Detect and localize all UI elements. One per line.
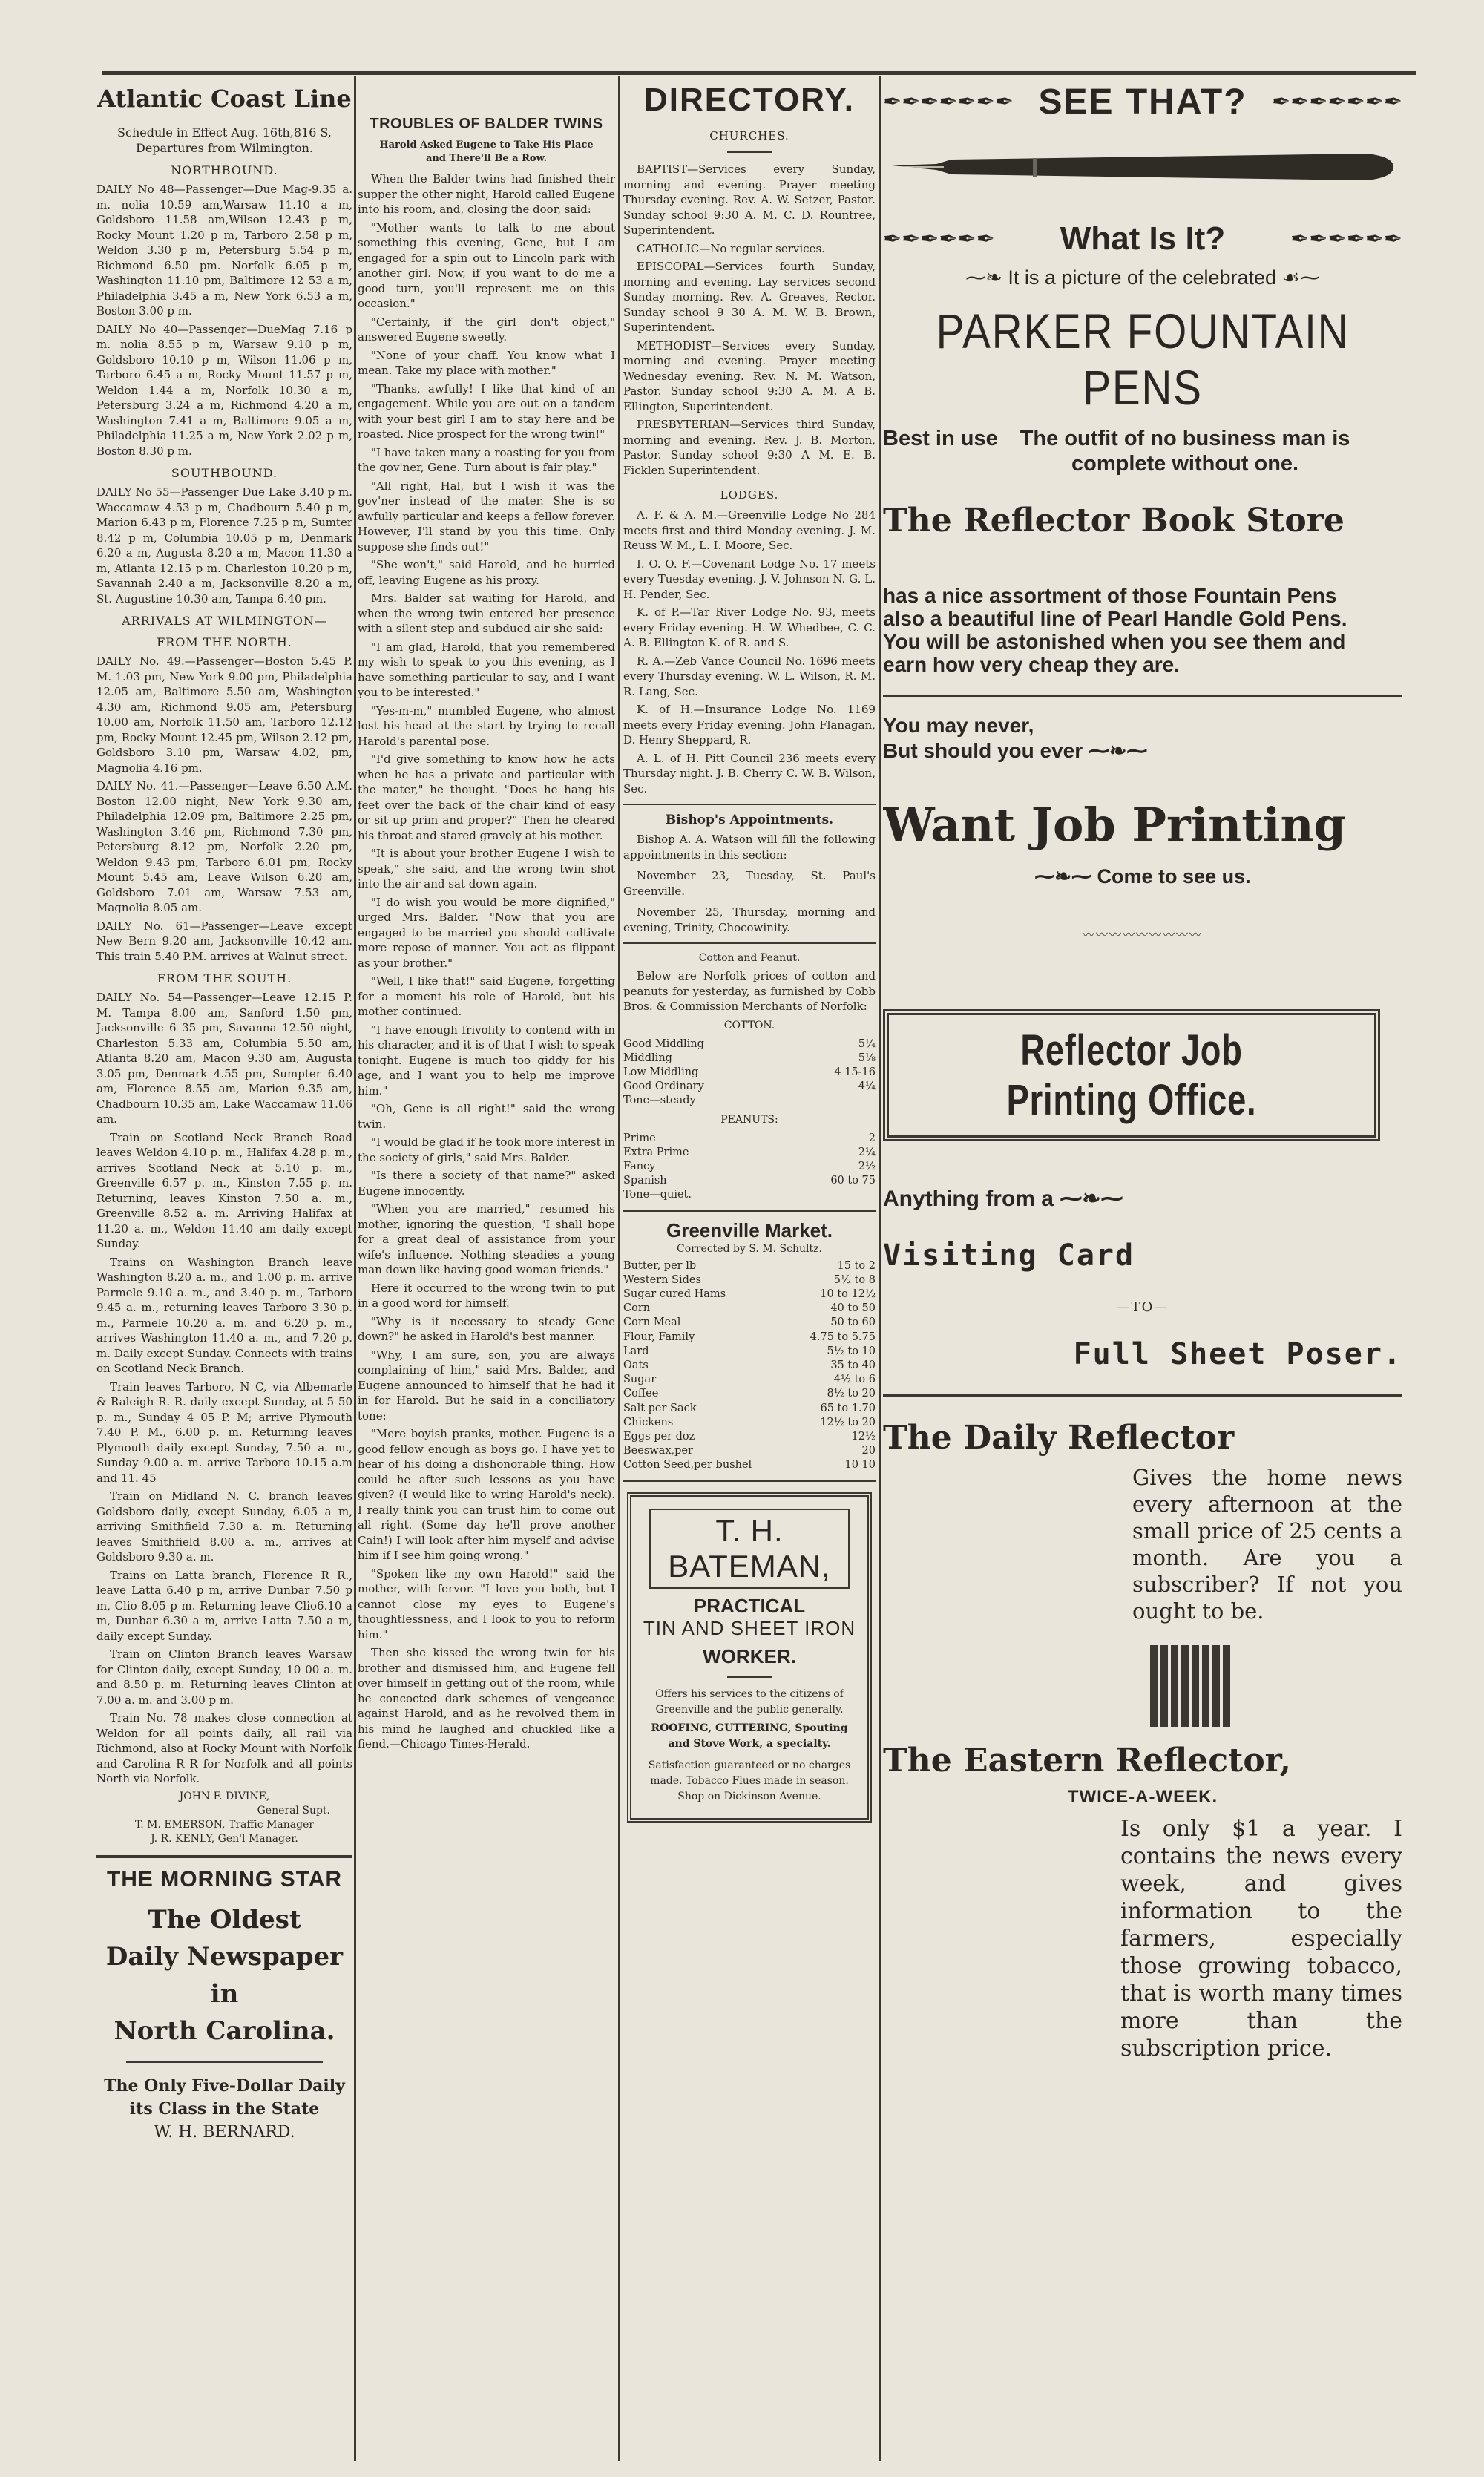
train-entry: DAILY No. 41.—Passenger—Leave 6.50 A.M. Boston 12.00 night, New York 9.30 am, Philadelphia 12.09 pm, Baltimore 2.25 pm, Washington 3.46 pm, Richmond 7.30 pm, Petersburg 8.12 pm, Norfolk 2.20 pm, Weldon 9.43 pm, Tarboro 6.01 pm, Rocky Mount 5.45 am, Leave Wilson 6.20 am, Goldsboro 7.01 am, Warsaw 7.53 am, Magnolia 8.05 am. xyxy=(96,779,352,914)
bishop-title: Bishop's Appointments. xyxy=(665,813,834,827)
peanuts-label: PEANUTS: xyxy=(720,1113,778,1126)
outfit-line-1: The outfit of no business man is xyxy=(1020,427,1350,450)
story-paragraph: "None of your chaff. You know what I mean. Take my place with mother." xyxy=(358,348,615,377)
price-item: Cotton Seed,per bushel xyxy=(623,1459,752,1472)
morning-star-publisher: W. H. BERNARD. xyxy=(154,2122,295,2142)
bishop-entry: November 25, Thursday, morning and evening, Trinity, Chocowinity. xyxy=(623,905,876,934)
price-item: Salt per Sack xyxy=(623,1402,697,1414)
divider xyxy=(623,804,876,805)
peanut-table xyxy=(623,1132,876,1203)
price-row xyxy=(623,1066,876,1080)
assortment-line: You will be astonished when you see them and xyxy=(883,630,1346,653)
southbound-head: SOUTHBOUND. xyxy=(171,466,278,480)
come-see-line xyxy=(883,865,1402,888)
lodge-entry: K. of P.—Tar River Lodge No. 93, meets every Friday evening. H. W. Whedbee, C. C. A. B. Ellington K. of R. and S. xyxy=(623,606,876,649)
price-value: 60 to 75 xyxy=(830,1175,876,1187)
price-item: Tone—quiet. xyxy=(623,1189,692,1201)
story-paragraph: Then she kissed the wrong twin for his brother and dismissed him, and Eugene fell over himself in getting out of the room, while he concocted dark schemes of vengeance against Harold, and as he revolved them in his mind he laughed and chuckled like a fiend.—Chicago Times-Herald. xyxy=(358,1646,615,1751)
railroad-title: Atlantic Coast Line xyxy=(97,85,352,113)
printing-press-icon xyxy=(1150,1645,1402,1727)
price-row xyxy=(623,1444,876,1458)
story-paragraph: "Why, I am sure, son, you are always complaining of him," said Mrs. Balder, and Eugene announced to himself that he had it in for Harold. But he said in a conciliatory tone: xyxy=(358,1348,615,1423)
story-paragraph: "I have enough frivolity to contend with in his character, and it is of that I wish to speak tonight. Eugene is much too giddy for his age, and I want you to help me improve him." xyxy=(358,1023,615,1098)
top-rule xyxy=(102,71,1416,75)
come-see-text: Come to see us. xyxy=(1097,865,1251,888)
cotton-table xyxy=(623,1037,876,1109)
price-value: 5¼ xyxy=(858,1037,876,1050)
eastern-reflector-body: Is only $1 a year. I contains the news every week, and gives information to the farmers, especially those growing tobacco, that is worth many times more than the subscription price. xyxy=(1120,1816,1402,2061)
morning-star-line: North Carolina. xyxy=(114,2015,335,2046)
lodges-head: LODGES. xyxy=(720,488,779,502)
price-item: Spanish xyxy=(623,1175,667,1187)
price-value xyxy=(790,1094,876,1108)
to-separator: —TO— xyxy=(1116,1299,1169,1315)
ad-body: Offers his services to the citizens of Greenville and the public generally. xyxy=(655,1687,844,1716)
visiting-card-heading: Visiting Card xyxy=(883,1238,1135,1273)
branch-entry: Train on Clinton Branch leaves Warsaw for Clinton daily, except Sunday, 10 00 a. m. and 8.50 p. m. Returning leaves Clinton at 7.00 a. m. and 3.00 p m. xyxy=(96,1647,352,1707)
price-row xyxy=(623,1037,876,1052)
parker-heading: PARKER FOUNTAIN PENS xyxy=(936,304,1350,415)
job-office-banner xyxy=(883,1009,1380,1141)
cotton-intro: Below are Norfolk prices of cotton and peanuts for yesterday, as furnished by Cobb Bros. & Commission Merchants of Norfolk: xyxy=(623,969,876,1013)
price-item: Lard xyxy=(623,1345,649,1357)
signature-emerson: T. M. EMERSON, Traffic Manager xyxy=(134,1818,315,1831)
what-is-heading: What Is It? xyxy=(1060,220,1226,257)
what-is-row xyxy=(883,220,1402,257)
signatures xyxy=(96,1790,352,1846)
price-row xyxy=(623,1160,876,1174)
price-row xyxy=(623,1052,876,1066)
price-item: Corn xyxy=(623,1302,651,1315)
price-value: 5⅛ xyxy=(858,1052,876,1064)
full-sheet-heading: Full Sheet Poser. xyxy=(1073,1337,1402,1371)
price-item: Sugar cured Hams xyxy=(623,1287,726,1300)
price-value: 12½ to 20 xyxy=(820,1416,876,1428)
assortment-line: earn how very cheap they are. xyxy=(883,653,1180,676)
morning-star-line: The Only Five-Dollar Daily xyxy=(104,2076,345,2096)
price-row xyxy=(623,1416,876,1430)
daily-reflector-body: Gives the home news every afternoon at the small price of 25 cents a month. Are you a subscriber? If not you ought to be. xyxy=(1132,1465,1402,1624)
story-body xyxy=(358,171,615,1752)
price-value xyxy=(775,1188,876,1202)
fountain-pen-svg xyxy=(892,143,1396,191)
price-item: Sugar xyxy=(623,1374,657,1386)
price-item: Butter, per lb xyxy=(623,1259,697,1272)
price-row xyxy=(623,1316,876,1330)
story-paragraph: "Certainly, if the girl don't object," answered Eugene sweetly. xyxy=(358,315,615,344)
ad-line: WORKER. xyxy=(703,1644,796,1667)
price-value: 4 15-16 xyxy=(834,1066,876,1078)
flourish-icon: ⁓❧⁓ xyxy=(1083,739,1148,762)
outfit-line-2: complete without one. xyxy=(1071,452,1299,476)
ad-line: PRACTICAL xyxy=(693,1594,806,1617)
price-row xyxy=(623,1259,876,1273)
schedule-line-2: Departures from Wilmington. xyxy=(135,141,314,155)
price-item: Eggs per doz xyxy=(623,1430,695,1443)
price-value: 4¼ xyxy=(858,1080,876,1093)
price-value: 2¼ xyxy=(858,1146,876,1158)
price-row xyxy=(623,1146,876,1160)
price-value: 5½ to 8 xyxy=(833,1273,876,1286)
column-rule-1 xyxy=(354,76,356,2461)
celebrated-line xyxy=(883,266,1402,289)
divider xyxy=(623,1210,876,1212)
flourish-icon: ⁓❧⁓ xyxy=(1054,1187,1123,1211)
price-item: Western Sides xyxy=(623,1273,701,1286)
divider xyxy=(883,1394,1402,1397)
divider xyxy=(623,1480,876,1482)
anything-line xyxy=(883,1186,1402,1212)
lodge-entry: R. A.—Zeb Vance Council No. 1696 meets every Thursday evening. W. L. Wilson, R. M. R. Lang, Sec. xyxy=(623,654,876,698)
price-item: Corn Meal xyxy=(623,1316,681,1329)
story-paragraph: "I do wish you would be more dignified," urged Mrs. Balder. "Now that you are engaged to be married you should cultivate more repose of manner. You act as flippant as your brother." xyxy=(358,895,615,970)
celebrated-text: It is a picture of the celebrated xyxy=(1008,266,1277,289)
train-entry: DAILY No. 61—Passenger—Leave except New Bern 9.20 am, Jacksonville 10.42 am. This train 5.40 P.M. arrives at Walnut street. xyxy=(96,919,352,963)
see-that-heading: SEE THAT? xyxy=(1038,82,1247,122)
price-value: 12½ xyxy=(851,1430,876,1443)
morning-star-line: The Oldest xyxy=(148,1904,301,1935)
column-rule-3 xyxy=(879,76,881,2461)
price-value: 65 to 1.70 xyxy=(820,1402,876,1414)
ad-name: T. H. BATEMAN, xyxy=(649,1509,850,1589)
divider xyxy=(623,942,876,944)
market-table xyxy=(623,1259,876,1473)
price-value: 5½ to 10 xyxy=(827,1345,876,1357)
wave-divider-icon: 〰〰〰〰〰〰〰〰〰 xyxy=(1082,928,1203,942)
want-job-heading: Want Job Printing xyxy=(883,798,1346,852)
pen-row-icon: ✒✒✒✒✒✒ xyxy=(1290,226,1402,252)
job-office-heading: Reflector Job Printing Office. xyxy=(1006,1026,1257,1124)
lodge-entry: A. F. & A. M.—Greenville Lodge No 284 meets first and third Monday evening. J. M. Reuss W. M., L. I. Moore, Sec. xyxy=(623,508,876,552)
train-entry: DAILY No. 54—Passenger—Leave 12.15 P. M. Tampa 8.00 am, Sanford 1.50 pm, Jacksonville 6 35 pm, Savanna 12.50 night, Charleston 5.33 am, Columbia 5.50 am, Atlanta 8.20 am, Macon 9.30 am, Augusta 3.05 pm, Denmark 4.55 pm, Sumpter 6.40 am, Florence 8.55 am, Marion 9.35 am, Chadbourn 10.35 am, Lake Waccamaw 11.06 am. xyxy=(96,991,352,1126)
train-entry: DAILY No 48—Passenger—Due Mag-9.35 a. m. nolia 10.59 am,Warsaw 11.10 a m, Goldsboro 11.58 am,Wilson 12.43 p m, Rocky Mount 1.20 p m, Tarboro 2.58 p m, Weldon 3.30 p m, Petersburg 5.54 p m, Richmond 6.50 pm. Norfolk 6.05 p m, Washington 11.10 pm, Baltimore 12 53 a m, Philadelphia 3.45 a m, New York 6.53 a m, Boston 3.00 p m. xyxy=(96,183,352,318)
column-story xyxy=(358,82,615,1755)
bateman-ad xyxy=(627,1492,872,1823)
churches-head: CHURCHES. xyxy=(709,129,789,142)
story-title: TROUBLES OF BALDER TWINS xyxy=(370,116,603,132)
anything-text: Anything from a xyxy=(883,1187,1054,1211)
price-item: Middling xyxy=(623,1052,672,1064)
column-railroad xyxy=(96,82,352,2144)
price-row xyxy=(623,1402,876,1416)
price-item: Fancy xyxy=(623,1160,656,1172)
assortment-line: has a nice assortment of those Fountain Pens xyxy=(883,584,1337,607)
divider xyxy=(727,151,772,153)
price-row xyxy=(623,1287,876,1302)
book-store-heading: The Reflector Book Store xyxy=(883,502,1345,539)
divider xyxy=(96,1855,352,1858)
story-paragraph: "Spoken like my own Harold!" said the mother, with fervor. "I love you both, but I cannot close my eyes to Eugene's thoughtlessness, and I look to you to reform him." xyxy=(358,1566,615,1641)
pen-row-icon: ✒✒✒✒✒✒ xyxy=(883,226,995,252)
price-item: Coffee xyxy=(623,1388,659,1400)
divider xyxy=(883,695,1402,697)
from-south-head: FROM THE SOUTH. xyxy=(157,971,292,985)
eastern-reflector-heading: The Eastern Reflector, xyxy=(883,1742,1291,1779)
price-row xyxy=(623,1430,876,1444)
price-value: 40 to 50 xyxy=(830,1302,876,1315)
story-paragraph: When the Balder twins had finished their supper the other night, Harold called Eugene into his room, and, closing the door, said: xyxy=(358,172,615,216)
train-entry: DAILY No 55—Passenger Due Lake 3.40 p m. Waccamaw 4.53 p m, Chadbourn 5.40 p m, Marion 6.43 p m, Florence 7.25 p m, Sumter 8.42 p m, Columbia 10.05 p m, Denmark 6.20 a m, Augusta 8.20 a m, Macon 11.30 a m, Atlanta 12.15 p m. Charleston 10.20 p m, Savannah 2.40 a m, Jacksonville 8.20 a m, St. Augustine 10.30 am, Tampa 6.40 pm. xyxy=(96,485,352,606)
story-paragraph: "I would be glad if he took more interest in the society of girls," said Mrs. Balder. xyxy=(358,1135,615,1164)
pen-row-icon: ✒✒✒✒✒✒✒ xyxy=(883,89,1014,115)
price-item: Chickens xyxy=(623,1416,674,1428)
northbound-head: NORTHBOUND. xyxy=(171,163,278,177)
story-paragraph: "Is there a society of that name?" asked Eugene innocently. xyxy=(358,1169,615,1198)
pen-row-icon: ✒✒✒✒✒✒✒ xyxy=(1272,89,1402,115)
price-row xyxy=(623,1094,876,1108)
best-in-use: Best in use xyxy=(883,427,998,450)
price-row xyxy=(623,1331,876,1345)
church-entry: PRESBYTERIAN—Services third Sunday, morning and evening. Rev. J. B. Morton, Pastor. Sunday school 9:30 A M. E. B. Ficklen Superintendent. xyxy=(623,418,876,477)
from-north-head: FROM THE NORTH. xyxy=(157,635,292,649)
directory-title: DIRECTORY. xyxy=(643,82,856,118)
should-you-text: But should you ever xyxy=(883,739,1083,762)
story-paragraph: "I have taken many a roasting for you from the gov'ner, Gene. Turn about is fair play." xyxy=(358,445,615,474)
cotton-label: COTTON. xyxy=(723,1019,775,1031)
flourish-icon: ☙⁓ xyxy=(1276,266,1320,289)
market-subtitle: Corrected by S. M. Schultz. xyxy=(677,1242,822,1255)
price-value: 4½ to 6 xyxy=(833,1374,876,1386)
bishop-entry: Bishop A. A. Watson will fill the following appointments in this section: xyxy=(623,833,876,862)
signature-divine: JOHN F. DIVINE, xyxy=(179,1790,270,1802)
story-paragraph: "When you are married," resumed his mother, ignoring the question, "I shall hope for a great deal of assistance from your wife's influence. Nothing steadies a young man down like having good woman friends." xyxy=(358,1202,615,1276)
branch-entry: Train No. 78 makes close connection at Weldon for all points daily, all rail via Richmond, also at Rocky Mount with Norfolk and Carolina R R for Norfolk and all points North via Norfolk. xyxy=(96,1711,352,1785)
lodge-entry: K. of H.—Insurance Lodge No. 1169 meets every Friday evening. John Flanagan, D. Henry Sheppard, R. xyxy=(623,703,876,747)
outfit-text xyxy=(1020,426,1350,476)
price-value: 8½ to 20 xyxy=(827,1388,876,1400)
daily-reflector-heading: The Daily Reflector xyxy=(883,1419,1235,1457)
best-in-use-row xyxy=(883,426,1402,476)
morning-star-line: its Class in the State xyxy=(129,2099,320,2119)
flourish-icon: ⁓❧ xyxy=(965,266,1008,289)
price-value: 50 to 60 xyxy=(830,1316,876,1329)
column-ads xyxy=(883,82,1402,2062)
price-row xyxy=(623,1273,876,1287)
price-item: Flour, Family xyxy=(623,1331,695,1343)
price-value: 2½ xyxy=(858,1160,876,1172)
story-paragraph: "I'd give something to know how he acts when he has a private and particular with the mater," he thought. "Does he hang his feet over the back of the chair kind of easy or sit up prim and proper?" Then he cleared his throat and stared gravely at his mother. xyxy=(358,752,615,842)
price-row xyxy=(623,1132,876,1146)
price-item: Good Ordinary xyxy=(623,1080,704,1093)
market-title: Greenville Market. xyxy=(666,1218,833,1241)
price-value: 10 to 12½ xyxy=(820,1287,876,1300)
ad-line: TIN AND SHEET IRON xyxy=(643,1616,856,1639)
schedule-line-1: Schedule in Effect Aug. 16th,816 S, xyxy=(117,125,332,140)
signature-title: General Supt. xyxy=(257,1804,330,1817)
morning-star-title: THE MORNING STAR xyxy=(106,1866,343,1892)
morning-star-line: Daily Newspaper in xyxy=(105,1941,344,2009)
story-paragraph: "Yes-m-m," mumbled Eugene, who almost lost his head at the start by trying to recall Harold's parental pose. xyxy=(358,703,615,748)
lodge-entry: A. L. of H. Pitt Council 236 meets every Thursday night. J. B. Cherry C. W. B. Wilson, Sec. xyxy=(623,751,876,795)
price-item: Tone—steady xyxy=(623,1095,696,1107)
story-paragraph: "Well, I like that!" said Eugene, forgetting for a moment his role of Harold, but his mother continued. xyxy=(358,974,615,1018)
church-entry: CATHOLIC—No regular services. xyxy=(637,241,825,255)
story-paragraph: "All right, Hal, but I wish it was the gov'ner instead of the mater. She is so awfully particular and keeps a fellow forever. However, I'll stand by you this time. Only suppose she finds out!" xyxy=(358,479,615,554)
story-paragraph: "Mother wants to talk to me about something this evening, Gene, but I am engaged for a spin out to Lincoln park with another girl. Now, if you want to do me a good turn, you'll represent me on this occasion." xyxy=(358,220,615,310)
church-entry: METHODIST—Services every Sunday, morning and evening. Prayer meeting Wednesday evening. Rev. N. M. Watson, Pastor. Sunday school 9:30 A. M. A B. Ellington, Superintendent. xyxy=(623,338,876,413)
flourish-icon: ⁓❧⁓ xyxy=(1034,865,1097,888)
fountain-pen-icon xyxy=(892,143,1402,191)
may-never-line: You may never, xyxy=(883,714,1034,737)
ad-body: Satisfaction guaranteed or no charges made. Tobacco Flues made in season. Shop on Dickinson Avenue. xyxy=(648,1759,851,1802)
price-value: 35 to 40 xyxy=(830,1359,876,1371)
price-row xyxy=(623,1345,876,1359)
may-never-text xyxy=(883,713,1402,764)
assortment-text xyxy=(883,584,1402,676)
story-paragraph: "It is about your brother Eugene I wish to speak," she said, and the wrong twin shot into the air and sat down again. xyxy=(358,847,615,890)
church-entry: EPISCOPAL—Services fourth Sunday, morning and evening. Lay services second Sunday morning. Rev. A. Greaves, Rector. Sunday school 9 30 A. M. W. B. Brown, Superintendent. xyxy=(623,260,876,334)
price-row xyxy=(623,1359,876,1373)
price-row xyxy=(623,1373,876,1387)
story-paragraph: "Mere boyish pranks, mother. Eugene is a good fellow enough as boys go. I have yet to hear of his doing a dishonorable thing. How could he after such lessons as you have given? (I would like to wring Harold's neck). I really think you can trust him to come out all right. (Some day he'll prove another Cain!) I will look after him myself and advise him if I see him going wrong." xyxy=(358,1427,615,1562)
price-value: 2 xyxy=(868,1132,876,1144)
price-value: 20 xyxy=(861,1445,876,1457)
price-item: Low Middling xyxy=(623,1066,699,1078)
story-paragraph: "She won't," said Harold, and he hurried off, leaving Eugene as his proxy. xyxy=(358,558,615,587)
story-subtitle-1: Harold Asked Eugene to Take His Place xyxy=(379,140,594,151)
branch-entry: Train leaves Tarboro, N C, via Albemarle & Raleigh R. R. daily except Sunday, at 5 50 p. m., Sunday 4 05 P. M; arrive Plymouth 7.40 P. M., 6.00 p. m. Returning leaves Plymouth daily except Sunday, 7.50 a. m., Sunday 9.00 a. m. arrive Tarboro 10.15 a.m and 11. 45 xyxy=(96,1379,352,1485)
price-item: Beeswax,per xyxy=(623,1445,693,1457)
story-subtitle-2: and There'll Be a Row. xyxy=(425,153,547,164)
story-paragraph: "Thanks, awfully! I like that kind of an engagement. While you are out on a tandem with your best girl I am to stay here and be roasted. Nice prospect for the wrong twin!" xyxy=(358,381,615,441)
story-paragraph: "I am glad, Harold, that you remembered my wish to speak to you this evening, as I have something particular to say, and I want you to be interested." xyxy=(358,640,615,699)
assortment-line: also a beautiful line of Pearl Handle Gold Pens. xyxy=(883,607,1347,630)
should-you-line xyxy=(883,738,1402,764)
price-row xyxy=(623,1188,876,1202)
price-row xyxy=(623,1174,876,1188)
price-item: Extra Prime xyxy=(623,1146,689,1158)
story-subtitle xyxy=(358,139,615,165)
lodge-entry: I. O. O. F.—Covenant Lodge No. 17 meets every Tuesday evening. J. V. Johnson N. G. L. H. Pender, Sec. xyxy=(623,557,876,601)
branch-entry: Train on Midland N. C. branch leaves Goldsboro daily, except Sunday, 6.05 a m, arriving Smithfield 7.30 a. m. Returning leaves Smithfield 8.00 a. m., arrives at Goldsboro 9.30 a. m. xyxy=(96,1489,352,1564)
twice-a-week: TWICE-A-WEEK. xyxy=(1067,1787,1218,1807)
train-entry: DAILY No. 49.—Passenger—Boston 5.45 P. M. 1.03 pm, New York 9.00 pm, Philadelphia 12.05 am, Baltimore 5.50 am, Washington 4.30 am, Richmond 9.05 am, Petersburg 10.00 am, Norfolk 11.50 am, Tarboro 12.12 pm, Rocky Mount 12.45 pm, Wilson 2.12 pm, Goldsboro 3.10 pm, Warsaw 4.02, pm, Magnolia 4.16 pm. xyxy=(96,654,352,775)
arrivals-head: ARRIVALS AT WILMINGTON— xyxy=(122,614,327,628)
branch-entry: Trains on Washington Branch leave Washington 8.20 a. m., and 1.00 p. m. arrive Parmele 9.10 a. m., and 3.40 p. m., Tarboro 9.45 a. m., returning leaves Tarboro 3.30 p. m., Parmele 10.20 a. m. and 6.20 p. m., arrives Washington 11.40 a. m., and 7.20 p. m. Daily except Sunday. Connects with trains on Scotland Neck Branch. xyxy=(96,1255,352,1375)
branch-entry: Trains on Latta branch, Florence R R., leave Latta 6.40 p m, arrive Dunbar 7.50 p m, Clio 8.05 p m. Returning leave Clio6.10 a m, Dunbar 6.30 a m, arrive Latta 7.50 a m, daily except Sunday. xyxy=(96,1568,352,1643)
signature-kenly: J. R. KENLY, Gen'l Manager. xyxy=(151,1832,298,1845)
price-row xyxy=(623,1080,876,1094)
story-paragraph: "Oh, Gene is all right!" said the wrong twin. xyxy=(358,1102,615,1131)
column-rule-2 xyxy=(618,76,620,2461)
price-row xyxy=(623,1302,876,1316)
church-entry: BAPTIST—Services every Sunday, morning and evening. Prayer meeting Thursday evening. Rev. A. W. Setzer, Pastor. Sunday school 9:30 A. M. C. D. Rountree, Superintendent. xyxy=(623,163,876,237)
price-value: 4.75 to 5.75 xyxy=(810,1331,876,1343)
divider xyxy=(727,1676,772,1678)
story-paragraph: Here it occurred to the wrong twin to put in a good word for himself. xyxy=(358,1281,615,1310)
price-value: 10 10 xyxy=(844,1459,876,1472)
story-paragraph: "Why is it necessary to steady Gene down?" he asked in Harold's best manner. xyxy=(358,1314,615,1343)
price-item: Oats xyxy=(623,1359,649,1371)
price-item: Good Middling xyxy=(623,1037,704,1050)
see-that-row xyxy=(883,82,1402,122)
column-directory xyxy=(623,82,876,1823)
price-value: 15 to 2 xyxy=(837,1259,876,1272)
bishop-entry: November 23, Tuesday, St. Paul's Greenville. xyxy=(623,869,876,898)
price-row xyxy=(623,1387,876,1401)
branch-entry: Train on Scotland Neck Branch Road leaves Weldon 4.10 p. m., Halifax 4.28 p. m., arrives Scotland Neck at 5.10 p. m., Greenville 6.57 p. m., Kinston 7.55 p. m. Returning, leaves Kinston 7.50 a. m., Greenville 8.52 a. m. Arriving Halifax at 11.20 a. m., Weldon 11.40 am daily except Sunday. xyxy=(96,1130,352,1250)
schedule-line xyxy=(96,125,352,156)
ad-body: ROOFING, GUTTERING, Spouting and Stove Work, a specialty. xyxy=(651,1722,848,1750)
price-item: Prime xyxy=(623,1132,656,1144)
divider xyxy=(126,2061,323,2063)
train-entry: DAILY No 40—Passenger—DueMag 7.16 p m. nolia 8.55 p m, Warsaw 9.10 p m, Goldsboro 10.10 p m, Wilson 11.06 p m, Tarboro 6.45 a m, Rocky Mount 11.57 p m, Weldon 1.44 a m, Norfolk 10.30 a m, Petersburg 3.24 a m, Richmond 4.20 a m, Washington 7.41 a m, Baltimore 9.05 a m, Philadelphia 11.25 a m, New York 2.02 p m, Boston 8.30 p m. xyxy=(96,322,352,458)
story-paragraph: Mrs. Balder sat waiting for Harold, and when the wrong twin entered her presence with a silent step and subdued air she said: xyxy=(358,591,615,635)
cotton-title: Cotton and Peanut. xyxy=(698,952,801,964)
price-row xyxy=(623,1458,876,1472)
